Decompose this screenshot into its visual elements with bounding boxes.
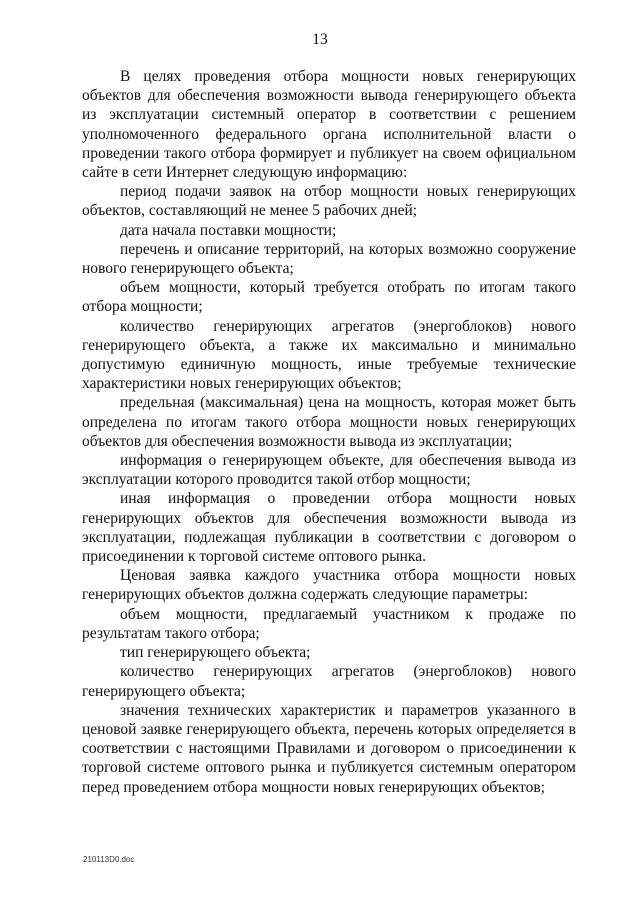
paragraph: тип генерирующего объекта;	[120, 644, 311, 662]
document-body	[82, 67, 576, 797]
paragraph: иная информация о проведении отбора мощности новых генерирующих объектов для обеспечения возможности вывода из эксплуатации, подлежащая публикации в соответствии с договором о присоединении к торговой системе оптового рынка.	[82, 490, 576, 566]
paragraph: предельная (максимальная) цена на мощность, которая может быть определена по итогам такого отбора мощности новых генерирующих объектов для обеспечения возможности вывода из эксплуатации;	[82, 394, 576, 450]
paragraph: информация о генерирующем объекте, для обеспечения вывода из эксплуатации которого проводится такой отбор мощности;	[82, 452, 576, 489]
paragraph: значения технических характеристик и параметров указанного в ценовой заявке генерирующего объекта, перечень которых определяется в соответствии с настоящими Правилами и договором о присоединении к торговой системе оптового рынка и публикуется системным оператором перед проведением отбора мощности новых генерирующих объектов;	[82, 701, 576, 796]
paragraph: дата начала поставки мощности;	[120, 221, 337, 239]
paragraph: Ценовая заявка каждого участника отбора мощности новых генерирующих объектов должна содержать следующие параметры:	[82, 567, 576, 604]
paragraph: объем мощности, который требуется отобрать по итогам такого отбора мощности;	[82, 279, 576, 316]
paragraph: период подачи заявок на отбор мощности новых генерирующих объектов, составляющий не менее 5 рабочих дней;	[82, 183, 576, 220]
document-file-code: 210113D0.doc	[83, 855, 135, 864]
paragraph: В целях проведения отбора мощности новых генерирующих объектов для обеспечения возможности вывода генерирующего объекта из эксплуатации системный оператор в соответствии с решением уполномоченного федерального органа исполнительной власти о проведении такого отбора формирует и публикует на своем официальном сайте в сети Интернет следующую информацию:	[82, 68, 576, 182]
paragraph: количество генерирующих агрегатов (энергоблоков) нового генерирующего объекта;	[82, 663, 576, 700]
page-number: 13	[312, 31, 328, 48]
paragraph: перечень и описание территорий, на которых возможно сооружение нового генерирующего объекта;	[82, 240, 576, 278]
paragraph: количество генерирующих агрегатов (энергоблоков) нового генерирующего объекта, а также их максимально и минимально допустимую единичную мощность, иные требуемые технические характеристики новых генерирующих объектов;	[82, 317, 576, 393]
paragraph: объем мощности, предлагаемый участником к продаже по результатам такого отбора;	[82, 605, 576, 642]
